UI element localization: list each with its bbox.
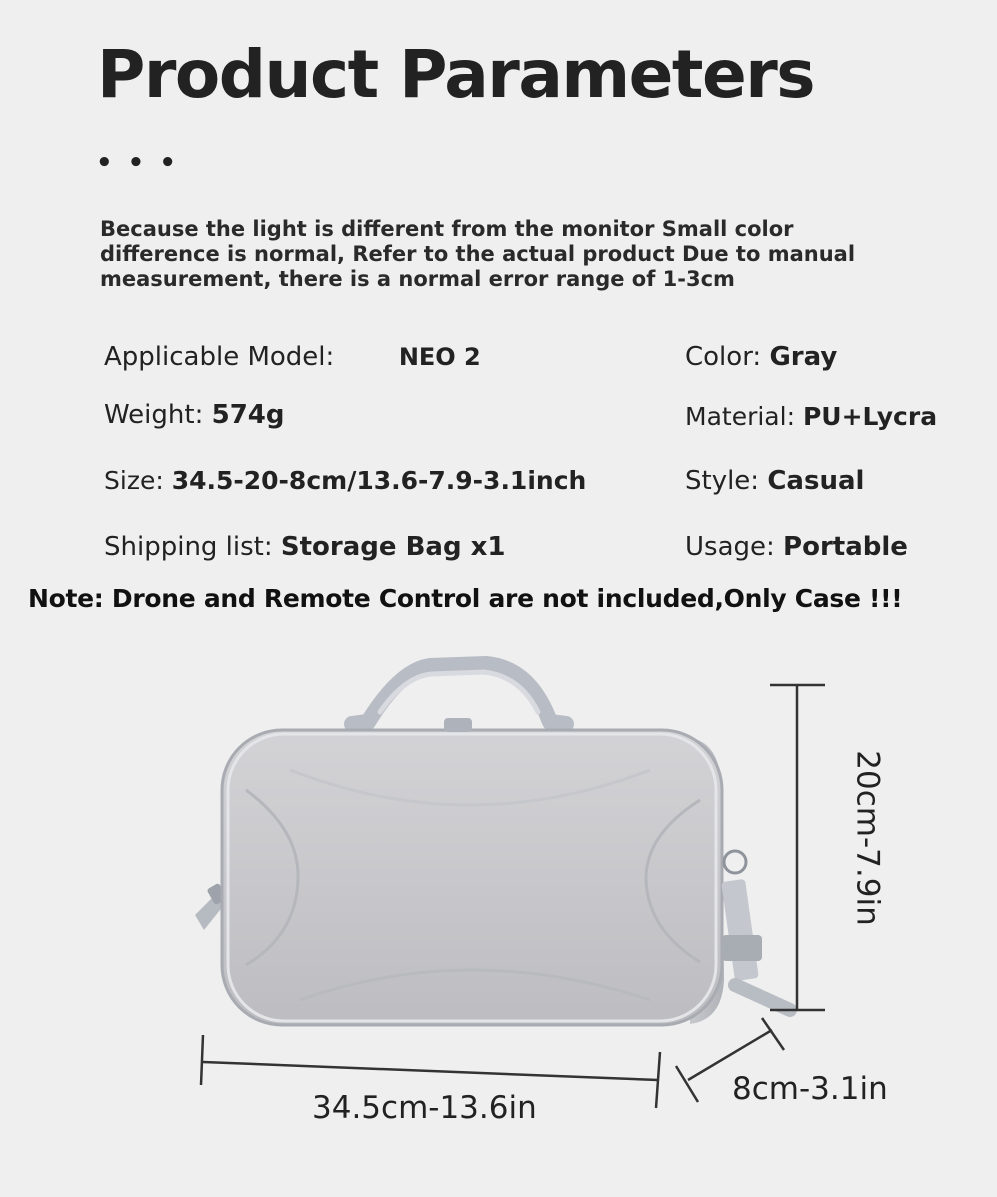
right-strap	[721, 851, 790, 1010]
not-included-note: Note: Drone and Remote Control are not included,Only Case !!!	[28, 584, 903, 613]
param-size-label: Size:	[104, 466, 164, 495]
param-style-value: Casual	[767, 466, 865, 496]
param-model-label: Applicable Model:	[104, 342, 335, 372]
param-color-label: Color:	[685, 342, 762, 372]
param-size-value: 34.5-20-8cm/13.6-7.9-3.1inch	[171, 466, 587, 495]
param-shipping-label: Shipping list:	[104, 532, 273, 562]
param-material-value: PU+Lycra	[802, 402, 938, 431]
param-material-label: Material:	[685, 402, 795, 431]
param-weight-label: Weight:	[104, 400, 204, 430]
height-dimension-label: 20cm-7.9in	[849, 750, 886, 926]
param-usage-value: Portable	[783, 532, 908, 562]
ellipsis-decoration: • • •	[96, 148, 179, 178]
handle	[352, 664, 566, 724]
param-weight-value: 574g	[211, 400, 285, 430]
param-usage-label: Usage:	[685, 532, 775, 562]
param-color-value: Gray	[769, 342, 838, 372]
param-style-label: Style:	[685, 466, 760, 496]
height-dimension-line	[770, 685, 825, 1010]
width-dimension-label: 34.5cm-13.6in	[312, 1090, 537, 1126]
page-title: Product Parameters	[97, 36, 815, 113]
param-model-value: NEO 2	[398, 343, 481, 371]
zipper-pull	[444, 718, 472, 732]
depth-dimension-label: 8cm-3.1in	[732, 1071, 888, 1107]
param-shipping-value: Storage Bag x1	[280, 532, 506, 562]
color-disclaimer: Because the light is different from the monitor Small color difference is normal, Refer to the actual product Due to manual measurement, there is a normal error range of 1-3cm	[100, 217, 856, 291]
